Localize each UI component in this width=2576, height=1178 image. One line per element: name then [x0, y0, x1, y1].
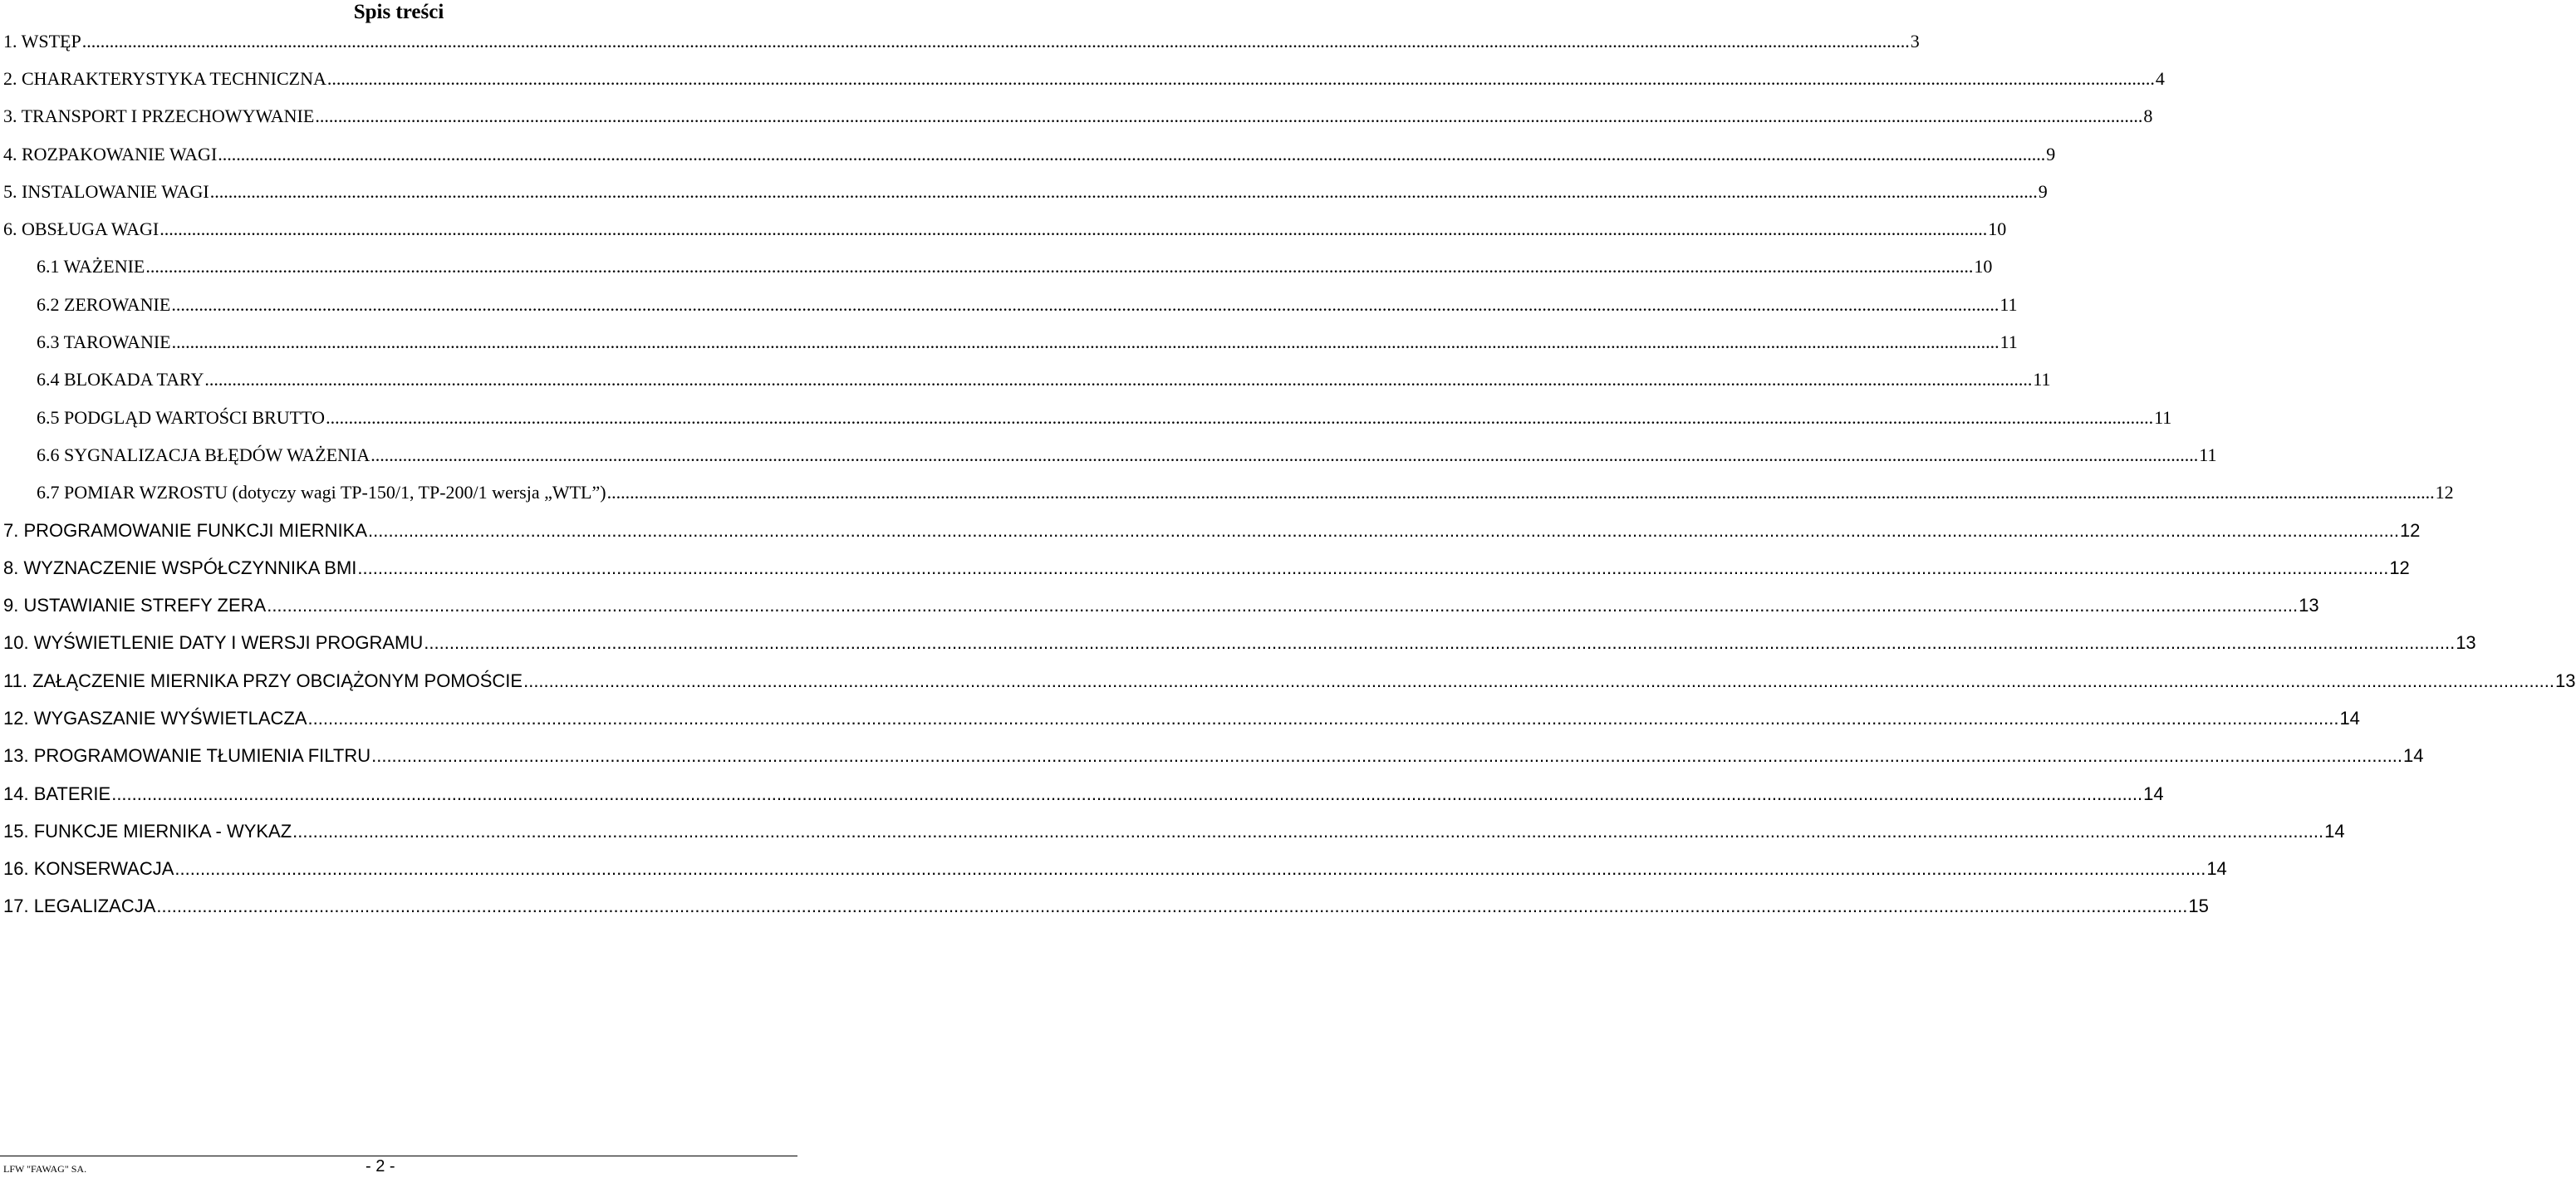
toc-entry-label: 7. PROGRAMOWANIE FUNKCJI MIERNIKA — [3, 519, 368, 541]
dot-leader: ................................................................................................................................................................................................................................................................................................................................................................................................................ — [159, 218, 1988, 240]
toc-entry-strefa-zera[interactable] — [0, 587, 2319, 624]
toc-entry-label: 6.6 SYGNALIZACJA BŁĘDÓW WAŻENIA — [37, 444, 370, 465]
toc-entry-pomiar-wzrostu[interactable] — [0, 474, 2454, 512]
toc-entry-page: 11 — [2033, 369, 2051, 390]
toc-entry-page: 3 — [1910, 30, 1920, 52]
toc-entry-sygnalizacja-bledow[interactable] — [0, 436, 2217, 474]
toc-entry-page: 11 — [1999, 331, 2018, 353]
toc-entry-instalowanie[interactable] — [0, 173, 2048, 210]
toc-entry-label: 15. FUNKCJE MIERNIKA - WYKAZ — [3, 820, 292, 842]
toc-entry-page: 13 — [2456, 632, 2476, 654]
toc-entry-page: 12 — [2435, 482, 2454, 503]
toc-entry-programowanie-funkcji[interactable] — [0, 512, 2421, 549]
dot-leader: ................................................................................................................................................................................................................................................................................................................................................................................................................ — [81, 30, 1910, 52]
toc-entry-transport[interactable] — [0, 98, 2153, 135]
toc-entry-wazenie[interactable] — [0, 248, 1993, 286]
toc-entry-funkcje-wykaz[interactable] — [0, 812, 2345, 850]
toc-entry-page: 11 — [2154, 406, 2172, 428]
toc-entry-label: 16. KONSERWACJA — [3, 858, 174, 880]
toc-entry-label: 6.4 BLOKADA TARY — [37, 369, 204, 390]
toc-entry-baterie[interactable] — [0, 775, 2164, 812]
toc-entry-legalizacja[interactable] — [0, 888, 2209, 925]
toc-entry-label: 12. WYGASZANIE WYŚWIETLACZA — [3, 707, 307, 729]
toc-entry-podglad-brutto[interactable] — [0, 399, 2172, 436]
footer-company: LFW "FAWAG" SA. — [3, 1163, 87, 1175]
toc-entry-page: 4 — [2155, 67, 2165, 89]
dot-leader: ................................................................................................................................................................................................................................................................................................................................................................................................................ — [156, 896, 2188, 917]
dot-leader: ................................................................................................................................................................................................................................................................................................................................................................................................................ — [606, 482, 2435, 503]
page-title: Spis treści — [353, 1, 444, 23]
toc-entry-data-wersja[interactable] — [0, 625, 2476, 662]
dot-leader: ................................................................................................................................................................................................................................................................................................................................................................................................................ — [218, 143, 2046, 164]
toc-entry-zerowanie[interactable] — [0, 286, 2018, 323]
toc-entry-label: 6.7 POMIAR WZROSTU (dotyczy wagi TP-150/1, TP-200/1 wersja „WTL”) — [37, 482, 606, 503]
toc-entry-page: 13 — [2555, 670, 2576, 691]
footer-page-number: - 2 - — [366, 1157, 395, 1176]
toc-entry-bmi[interactable] — [0, 549, 2410, 587]
toc-entry-label: 1. WSTĘP — [3, 30, 81, 52]
toc-entry-label: 6.2 ZEROWANIE — [37, 293, 171, 315]
dot-leader: ................................................................................................................................................................................................................................................................................................................................................................................................................ — [326, 67, 2155, 89]
toc-entry-label: 6.5 PODGLĄD WARTOŚCI BRUTTO — [37, 406, 326, 428]
toc-entry-page: 14 — [2339, 707, 2360, 729]
toc-entry-label: 17. LEGALIZACJA — [3, 896, 156, 917]
dot-leader: ................................................................................................................................................................................................................................................................................................................................................................................................................ — [307, 707, 2339, 729]
toc-entry-page: 14 — [2403, 745, 2424, 767]
toc-entry-page: 11 — [1999, 293, 2018, 315]
toc-entry-label: 10. WYŚWIETLENIE DATY I WERSJI PROGRAMU — [3, 632, 424, 654]
page-footer — [0, 1156, 797, 1178]
toc-entry-charakterystyka-techniczna[interactable] — [0, 60, 2165, 97]
dot-leader: ................................................................................................................................................................................................................................................................................................................................................................................................................ — [523, 670, 2555, 691]
toc-entry-wygaszanie[interactable] — [0, 699, 2360, 737]
toc-entry-label: 2. CHARAKTERYSTYKA TECHNICZNA — [3, 67, 326, 89]
toc-entry-page: 14 — [2206, 858, 2227, 880]
dot-leader: ................................................................................................................................................................................................................................................................................................................................................................................................................ — [326, 406, 2154, 428]
toc-entry-page: 13 — [2299, 595, 2319, 616]
toc-entry-page: 11 — [2199, 444, 2217, 465]
dot-leader: ................................................................................................................................................................................................................................................................................................................................................................................................................ — [267, 595, 2299, 616]
toc-entry-tarowanie[interactable] — [0, 323, 2018, 361]
toc-entry-page: 9 — [2046, 143, 2056, 164]
toc-entry-label: 6. OBSŁUGA WAGI — [3, 218, 159, 240]
toc-entry-page: 8 — [2143, 106, 2153, 127]
toc-entry-page: 14 — [2324, 820, 2345, 842]
toc-entry-blokada-tary[interactable] — [0, 361, 2051, 399]
toc-entry-label: 6.1 WAŻENIE — [37, 256, 145, 277]
dot-leader: ................................................................................................................................................................................................................................................................................................................................................................................................................ — [315, 106, 2143, 127]
dot-leader: ................................................................................................................................................................................................................................................................................................................................................................................................................ — [174, 858, 2206, 880]
toc-entry-obsluga-wagi[interactable] — [0, 210, 2007, 248]
toc-entry-label: 4. ROZPAKOWANIE WAGI — [3, 143, 218, 164]
toc-entry-page: 10 — [1988, 218, 2007, 240]
toc-entry-page: 10 — [1974, 256, 1993, 277]
toc-entry-label: 11. ZAŁĄCZENIE MIERNIKA PRZY OBCIĄŻONYM POMOŚCIE — [3, 670, 523, 691]
toc-entry-page: 9 — [2038, 180, 2048, 202]
toc-entry-page: 12 — [2389, 557, 2410, 578]
dot-leader: ................................................................................................................................................................................................................................................................................................................................................................................................................ — [111, 783, 2143, 804]
dot-leader: ................................................................................................................................................................................................................................................................................................................................................................................................................ — [209, 180, 2038, 202]
toc-entry-zalaczenie-miernika[interactable] — [0, 662, 2576, 699]
dot-leader: ................................................................................................................................................................................................................................................................................................................................................................................................................ — [171, 293, 1999, 315]
dot-leader: ................................................................................................................................................................................................................................................................................................................................................................................................................ — [371, 745, 2403, 767]
toc-entry-page: 15 — [2188, 896, 2209, 917]
toc-entry-konserwacja[interactable] — [0, 851, 2227, 888]
toc-entry-label: 14. BATERIE — [3, 783, 111, 804]
dot-leader: ................................................................................................................................................................................................................................................................................................................................................................................................................ — [368, 519, 2399, 541]
toc-entry-label: 13. PROGRAMOWANIE TŁUMIENIA FILTRU — [3, 745, 371, 767]
toc-entry-tlumienie-filtru[interactable] — [0, 738, 2424, 775]
toc-entry-label: 3. TRANSPORT I PRZECHOWYWANIE — [3, 106, 315, 127]
toc-entry-rozpakowanie[interactable] — [0, 135, 2056, 173]
dot-leader: ................................................................................................................................................................................................................................................................................................................................................................................................................ — [145, 256, 1974, 277]
toc-entry-label: 9. USTAWIANIE STREFY ZERA — [3, 595, 267, 616]
dot-leader: ................................................................................................................................................................................................................................................................................................................................................................................................................ — [204, 369, 2033, 390]
dot-leader: ................................................................................................................................................................................................................................................................................................................................................................................................................ — [370, 444, 2199, 465]
toc-entry-page: 12 — [2399, 519, 2421, 541]
toc-entry-label: 8. WYZNACZENIE WSPÓŁCZYNNIKA BMI — [3, 557, 357, 578]
dot-leader: ................................................................................................................................................................................................................................................................................................................................................................................................................ — [357, 557, 2389, 578]
toc-entry-wstep[interactable] — [0, 22, 1920, 60]
dot-leader: ................................................................................................................................................................................................................................................................................................................................................................................................................ — [292, 820, 2324, 842]
dot-leader: ................................................................................................................................................................................................................................................................................................................................................................................................................ — [171, 331, 1999, 353]
toc-entry-page: 14 — [2143, 783, 2164, 804]
toc-entry-label: 5. INSTALOWANIE WAGI — [3, 180, 209, 202]
toc-entry-label: 6.3 TAROWANIE — [37, 331, 171, 353]
table-of-contents — [0, 22, 2576, 925]
dot-leader: ................................................................................................................................................................................................................................................................................................................................................................................................................ — [424, 632, 2456, 654]
